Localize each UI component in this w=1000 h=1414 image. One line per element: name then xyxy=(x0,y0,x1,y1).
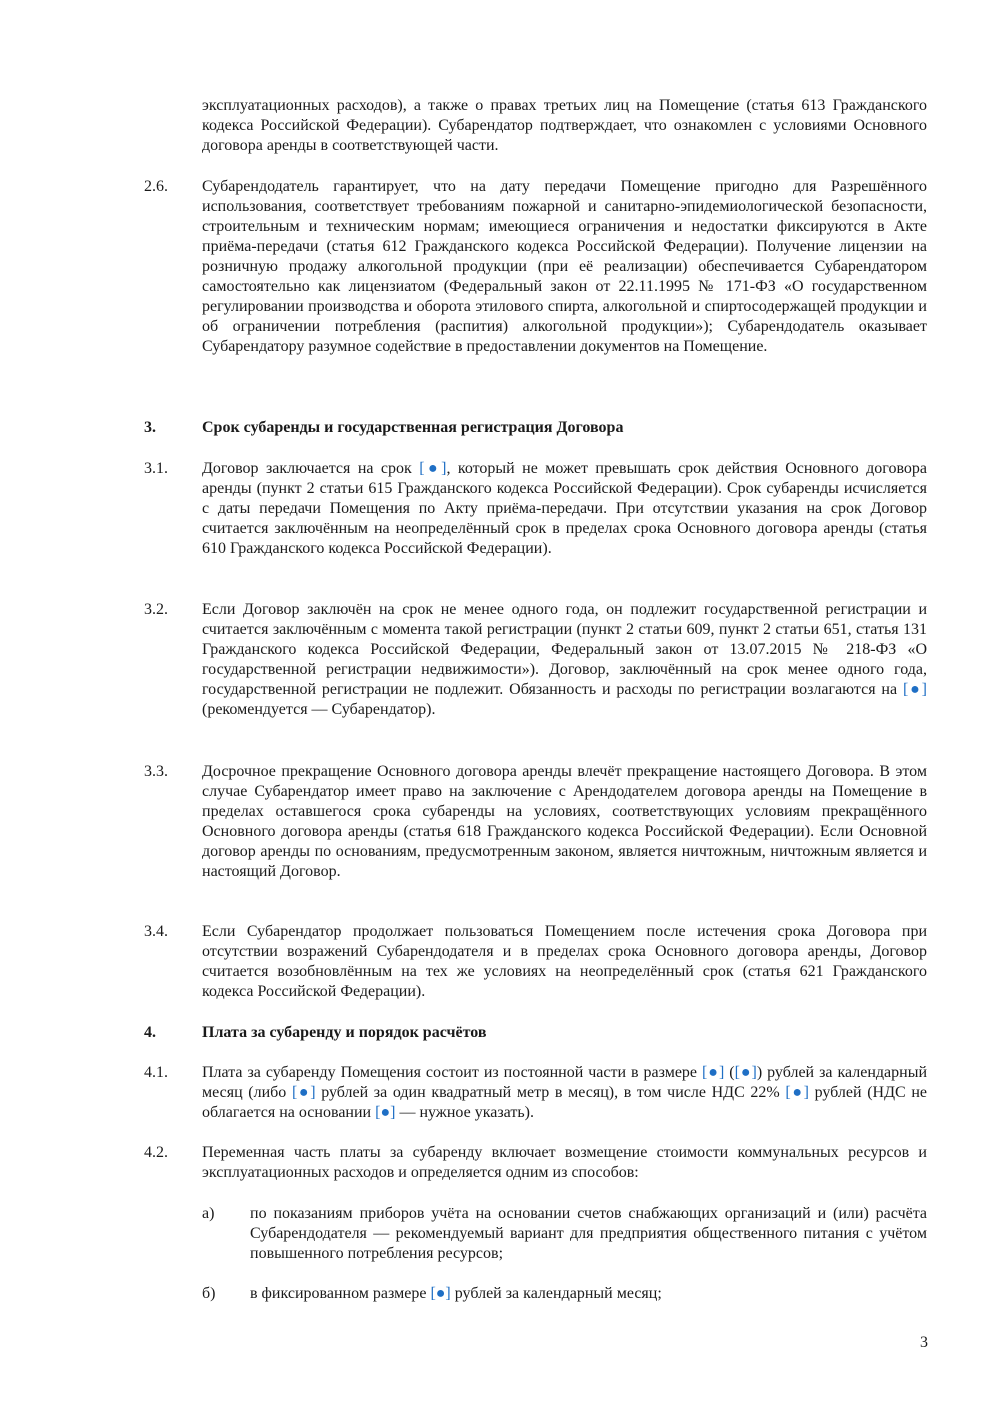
clause-2-6-text: Субарендодатель гарантирует, что на дату передачи Помещение пригодно для Разрешённого использования, соответствует требованиям пожарной и санитарно-эпидемиологической безопасности, строительным и техническим нормам; имеющиеся ограничения и недостатки фиксируются в Акте приёма-передачи (статья 612 Гражданского кодекса Российской Федерации). Получение лицензии на розничную продажу алкогольной продукции (при её реализации) обеспечивается Субарендатором самостоятельно как лицензиатом (Федеральный закон от 22.11.1995 № 171-ФЗ «О государственном регулировании производства и оборота этилового спирта, алкогольной и спиртосодержащей продукции и об ограничении потребления (распития) алкогольной продукции»); Субарендодатель оказывает Субарендатору разумное содействие в предоставлении документов на Помещение. xyxy=(202,178,927,355)
placeholder-marker: [●] xyxy=(419,460,447,477)
clause-number: 3.2. xyxy=(144,601,168,618)
subitem-a-text: по показаниям приборов учёта на основании счетов снабжающих организаций и (или) расчёта Субарендодателя — рекомендуемый вариант для предприятия общественного питания с учётом повышенного потребления ресурсов; xyxy=(250,1205,927,1262)
subitem-label: а) xyxy=(202,1205,215,1222)
placeholder-marker: [●] xyxy=(734,1064,757,1081)
placeholder-marker: [●] xyxy=(702,1064,725,1081)
subitem-b-text: в фиксированном размере [●] рублей за календарный месяц; xyxy=(250,1285,662,1302)
clause-number: 4.1. xyxy=(144,1064,168,1081)
placeholder-marker: [●] xyxy=(291,1084,316,1101)
continuation-paragraph: эксплуатационных расходов), а также о правах третьих лиц на Помещение (статья 613 Гражданского кодекса Российской Федерации). Субарендатор подтверждает, что ознакомлен с условиями Основного договора аренды в соответствующей части. xyxy=(202,97,927,154)
clause-3-1-text: Договор заключается на срок [●], который не может превышать срок действия Основного договора аренды (пункт 2 статьи 615 Гражданского кодекса Российской Федерации). Срок субаренды исчисляется с даты передачи Помещения по Акту приёма-передачи. При отсутствии указания на срок Договор считается заключённым на неопределённый срок в пределах срока Основного договора аренды (статья 610 Гражданского кодекса Российской Федерации). xyxy=(202,460,928,557)
clause-number: 2.6. xyxy=(144,178,168,195)
placeholder-marker: [●] xyxy=(375,1104,396,1121)
clause-3-2-text: Если Договор заключён на срок не менее одного года, он подлежит государственной регистрации и считается заключённым с момента такой регистрации (пункт 2 статьи 609, пункт 2 статьи 651, статья 131 Гражданского кодекса Российской Федерации, Федеральный закон от 13.07.2015 № 218-ФЗ «О государственной регистрации недвижимости»). Договор, заключённый на срок менее одного года, государственной регистрации не подлежит. Обязанность и расходы по регистрации возлагаются на [●] (рекомендуется — Субарендатор). xyxy=(202,601,927,718)
placeholder-marker: [●] xyxy=(430,1285,451,1302)
section-4-title: Плата за субаренду и порядок расчётов xyxy=(202,1024,487,1041)
clause-number: 4.2. xyxy=(144,1144,168,1161)
clause-4-1-text: Плата за субаренду Помещения состоит из постоянной части в размере [●] ([●]) рублей за календарный месяц (либо [●] рублей за один квадратный метр в месяц), в том числе НДС 22% [●] рублей (НДС не облагается на основании [●] — нужное указать). xyxy=(202,1064,928,1121)
section-3-title: Срок субаренды и государственная регистрация Договора xyxy=(202,419,624,436)
clause-number: 3.3. xyxy=(144,763,168,780)
clause-number: 3.4. xyxy=(144,923,168,940)
subitem-label: б) xyxy=(202,1285,216,1302)
page-number: 3 xyxy=(920,1334,928,1351)
section-4-number: 4. xyxy=(144,1024,156,1041)
clause-3-3-text: Досрочное прекращение Основного договора аренды влечёт прекращение настоящего Договора. В этом случае Субарендатор имеет право на заключение с Арендодателем договора аренды на Помещение в пределах оставшегося срока субаренды на условиях, соответствующих условиям прекращённого Основного договора аренды (статья 618 Гражданского кодекса Российской Федерации). Если Основной договор аренды по основаниям, предусмотренным законом, является ничтожным, ничтожным является и настоящий Договор. xyxy=(202,763,927,880)
placeholder-marker: [●] xyxy=(902,681,927,698)
clause-number: 3.1. xyxy=(144,460,168,477)
section-3-number: 3. xyxy=(144,419,156,436)
clause-4-2-text: Переменная часть платы за субаренду включает возмещение стоимости коммунальных ресурсов и эксплуатационных расходов и определяется одним из способов: xyxy=(202,1144,927,1181)
placeholder-marker: [●] xyxy=(785,1084,809,1101)
clause-3-4-text: Если Субарендатор продолжает пользоваться Помещением после истечения срока Договора при отсутствии возражений Субарендодателя и в пределах срока Основного договора аренды, Договор считается возобновлённым на тех же условиях на неопределённый срок (статья 621 Гражданского кодекса Российской Федерации). xyxy=(202,923,927,1000)
